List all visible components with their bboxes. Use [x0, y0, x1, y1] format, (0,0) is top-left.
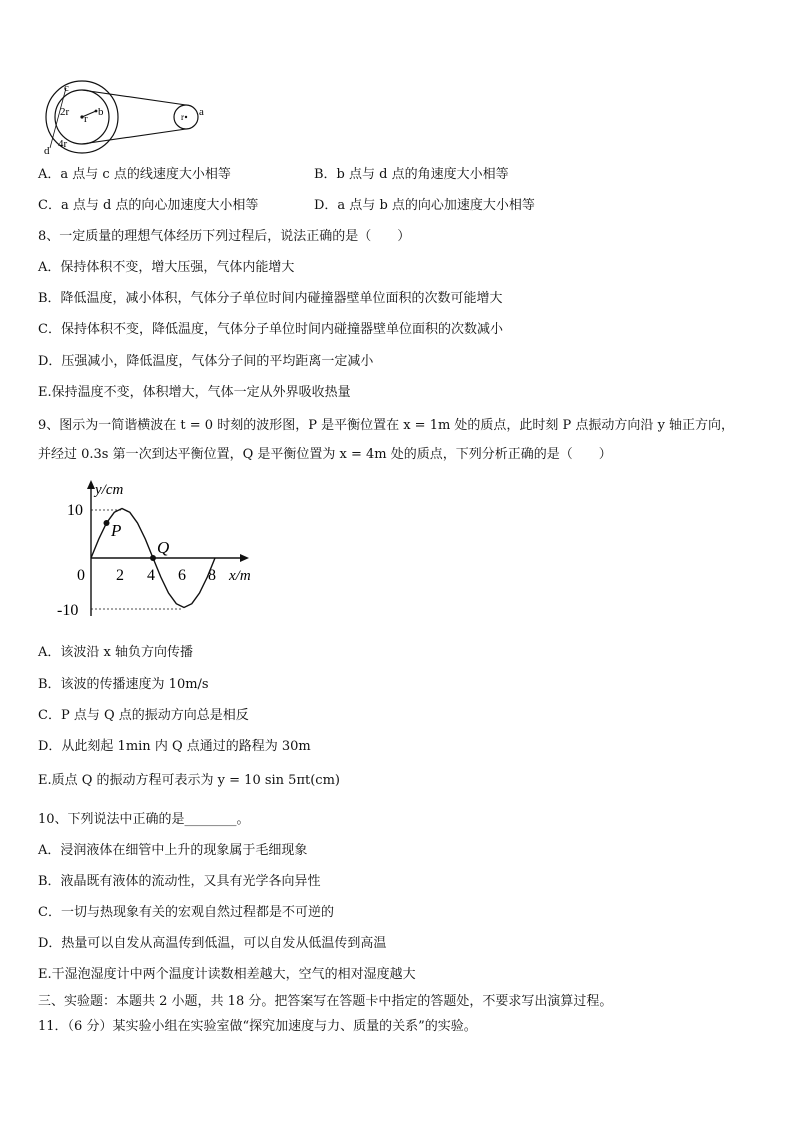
label-c: c [64, 82, 69, 94]
x-tick-2: 2 [116, 567, 124, 584]
q8-option-b: B．降低温度，减小体积，气体分子单位时间内碰撞器壁单位面积的次数可能增大 [38, 291, 503, 306]
label-a: a [199, 106, 204, 118]
y-axis-arrow [87, 480, 95, 489]
belt-bottom [82, 129, 186, 144]
q8-option-d: D．压强减小，降低温度，气体分子间的平均距离一定减小 [38, 354, 374, 369]
label-4r: 4r [58, 138, 68, 150]
point-p-label: P [111, 521, 122, 540]
q8-option-a: A．保持体积不变，增大压强，气体内能增大 [38, 260, 295, 275]
small-center-dot [185, 116, 187, 118]
label-2r: 2r [60, 106, 70, 118]
q9-stem-line1: 9、图示为一简谐横波在 t = 0 时刻的波形图，P 是平衡位置在 x = 1m 处的质点，此时刻 P 点振动方向沿 y 轴正方向， [38, 418, 735, 433]
point-b-dot [95, 110, 98, 113]
x-tick-8: 8 [208, 567, 216, 584]
q8-option-e: E.保持温度不变，体积增大，气体一定从外界吸收热量 [38, 385, 351, 400]
q9-stem-line2: 并经过 0.3s 第一次到达平衡位置，Q 是平衡位置为 x = 4m 处的质点，下列分析正确的是（ ） [38, 447, 612, 462]
q10-option-c: C．一切与热现象有关的宏观自然过程都是不可逆的 [38, 905, 334, 920]
x-tick-4: 4 [147, 567, 155, 584]
q7-option-a: A．a 点与 c 点的线速度大小相等 [38, 167, 231, 182]
x-axis-label: x/m [229, 568, 251, 584]
q9-option-a: A．该波沿 x 轴负方向传播 [38, 645, 193, 660]
q8-stem: 8、一定质量的理想气体经历下列过程后，说法正确的是（ ） [38, 229, 411, 244]
belt-top [82, 90, 186, 105]
x-tick-6: 6 [178, 567, 186, 584]
q11-stem: 11．（6 分）某实验小组在实验室做“探究加速度与力、质量的关系”的实验。 [38, 1019, 477, 1034]
section3-heading: 三、实验题：本题共 2 小题，共 18 分。把答案写在答题卡中指定的答题处，不要求写出演算过程。 [38, 994, 613, 1009]
q7-option-c: C．a 点与 d 点的向心加速度大小相等 [38, 198, 259, 213]
x-axis-arrow [240, 554, 249, 562]
wave-figure [55, 478, 295, 628]
point-p-dot [104, 520, 110, 526]
q9-option-d: D．从此刻起 1min 内 Q 点通过的路程为 30m [38, 739, 311, 754]
q10-option-a: A．浸润液体在细管中上升的现象属于毛细现象 [38, 843, 308, 858]
pulley-figure [36, 80, 256, 160]
q8-option-c: C．保持体积不变，降低温度，气体分子单位时间内碰撞器壁单位面积的次数减小 [38, 322, 503, 337]
label-d: d [44, 145, 50, 157]
x-tick-0: 0 [77, 567, 85, 584]
q10-option-d: D．热量可以自发从高温传到低温，可以自发从低温传到高温 [38, 936, 387, 951]
q9-option-c: C．P 点与 Q 点的振动方向总是相反 [38, 708, 249, 723]
q10-option-e: E.干湿泡湿度计中两个温度计读数相差越大，空气的相对湿度越大 [38, 967, 416, 982]
label-r: r [84, 113, 88, 125]
q7-option-d: D．a 点与 b 点的向心加速度大小相等 [314, 198, 535, 213]
point-q-dot [150, 555, 156, 561]
q7-option-b: B．b 点与 d 点的角速度大小相等 [314, 167, 509, 182]
y-tick-10: 10 [67, 502, 83, 519]
point-q-label: Q [157, 538, 170, 557]
q9-option-b: B．该波的传播速度为 10m/s [38, 677, 209, 692]
y-axis-label: y/cm [95, 482, 124, 498]
label-b: b [98, 106, 104, 118]
label-small-r: r [181, 112, 184, 122]
q9-option-e: E.质点 Q 的振动方程可表示为 y = 10 sin 5πt(cm) [38, 773, 340, 788]
q10-option-b: B．液晶既有液体的流动性，又具有光学各向异性 [38, 874, 321, 889]
q10-stem: 10、下列说法中正确的是________。 [38, 812, 250, 827]
y-tick-neg10: -10 [57, 602, 79, 619]
